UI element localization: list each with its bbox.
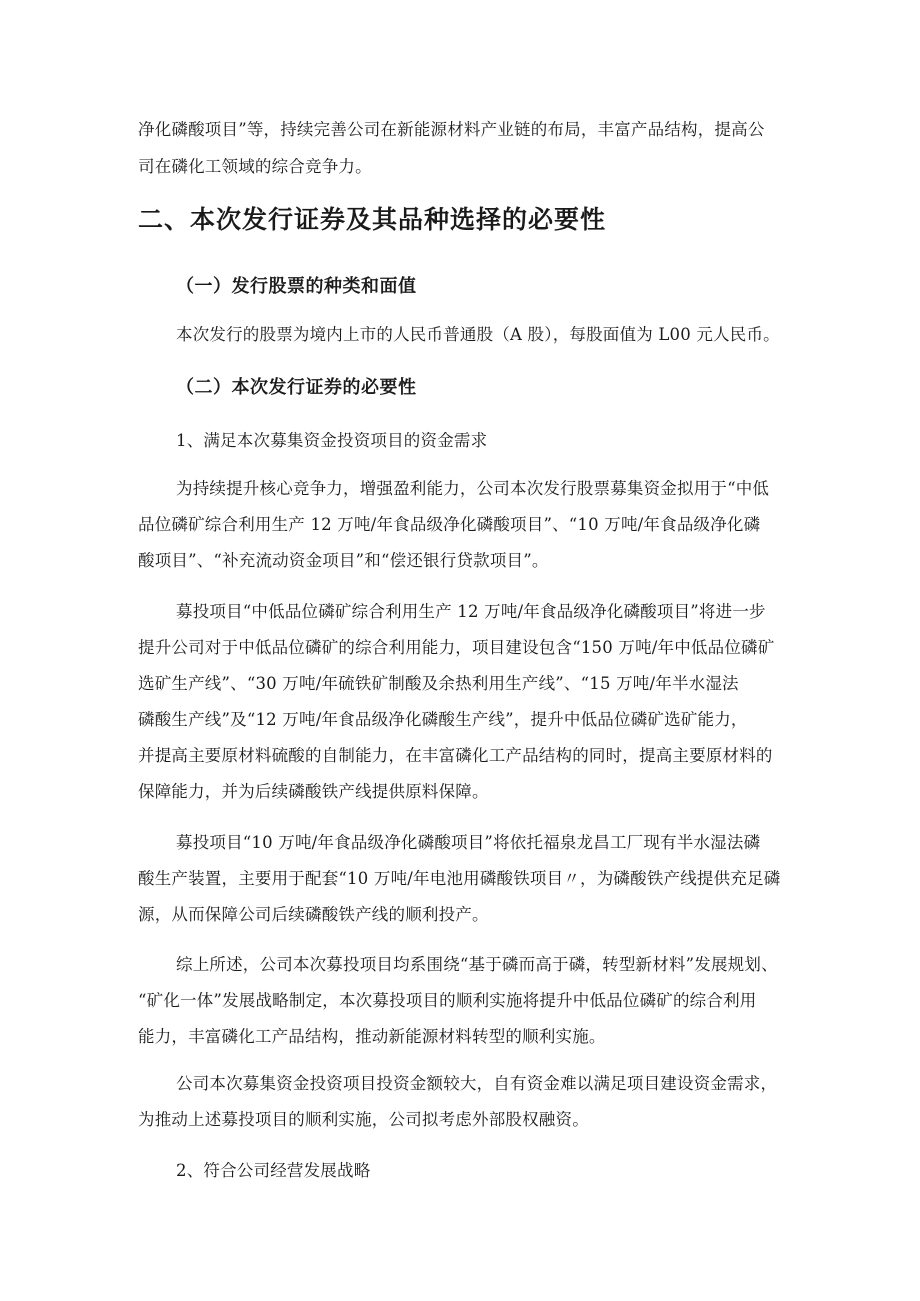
paragraph-3-line: 酸生产装置，主要用于配套“10 万吨/年电池用磷酸铁项目〃，为磷酸铁产线提供充足磷 — [138, 869, 781, 888]
paragraph-2-line: 募投项目“中低品位磷矿综合利用生产 12 万吨/年食品级净化磷酸项目”将进一步 — [176, 602, 766, 621]
paragraph-4-line: “矿化一体”发展战略制定，本次募投项目的顺利实施将提升中低品位磷矿的综合利用 — [138, 991, 757, 1010]
item-2-title: 2、符合公司经营发展战略 — [176, 1161, 371, 1180]
paragraph-1-line: 品位磷矿综合利用生产 12 万吨/年食品级净化磷酸项目”、“10 万吨/年食品级净化磷 — [138, 515, 761, 534]
paragraph-2-line: 提升公司对于中低品位磷矿的综合利用能力，项目建设包含“150 万吨/年中低品位磷矿 — [138, 638, 775, 657]
paragraph-2-line: 磷酸生产线”及“12 万吨/年食品级净化磷酸生产线”，提升中低品位磷矿选矿能力， — [138, 710, 748, 729]
paragraph-3-line: 募投项目“10 万吨/年食品级净化磷酸项目”将依托福泉龙昌工厂现有半水湿法磷 — [176, 833, 761, 852]
paragraph-2-line: 并提高主要原材料硫酸的自制能力，在丰富磷化工产品结构的同时，提高主要原材料的 — [138, 746, 773, 765]
section-title: 二、本次发行证券及其品种选择的必要性 — [138, 205, 607, 234]
paragraph-1-line: 酸项目”、“补充流动资金项目”和“偿还银行贷款项目”。 — [138, 551, 549, 570]
subsection-title-2: （二）本次发行证券的必要性 — [176, 377, 417, 398]
paragraph-5-line: 为推动上述募投项目的顺利实施，公司拟考虑外部股权融资。 — [138, 1110, 589, 1129]
intro-line-2: 司在磷化工领域的综合竞争力。 — [138, 157, 372, 176]
subsection-1-text: 本次发行的股票为境内上市的人民币普通股（A 股），每股面值为 L00 元人民币。 — [176, 325, 780, 344]
item-1-title: 1、满足本次募集资金投资项目的资金需求 — [176, 431, 488, 450]
intro-line-1: 净化磷酸项目”等，持续完善公司在新能源材料产业链的布局，丰富产品结构，提高公 — [138, 120, 765, 139]
paragraph-4-line: 综上所述，公司本次募投项目均系围绕“基于磷而高于磷，转型新材料”发展规划、 — [176, 955, 778, 974]
paragraph-5-line: 公司本次募集资金投资项目投资金额较大，自有资金难以满足项目建设资金需求， — [176, 1074, 778, 1093]
paragraph-2-line: 选矿生产线”、“30 万吨/年硫铁矿制酸及余热利用生产线”、“15 万吨/年半水湿法 — [138, 674, 739, 693]
paragraph-3-line: 源，从而保障公司后续磷酸铁产线的顺利投产。 — [138, 905, 489, 924]
paragraph-4-line: 能力，丰富磷化工产品结构，推动新能源材料转型的顺利实施。 — [138, 1027, 606, 1046]
subsection-title-1: （一）发行股票的种类和面值 — [176, 276, 417, 297]
paragraph-2-line: 保障能力，并为后续磷酸铁产线提供原料保障。 — [138, 782, 489, 801]
paragraph-1-line: 为持续提升核心竞争力，增强盈利能力，公司本次发行股票募集资金拟用于“中低 — [176, 479, 770, 498]
